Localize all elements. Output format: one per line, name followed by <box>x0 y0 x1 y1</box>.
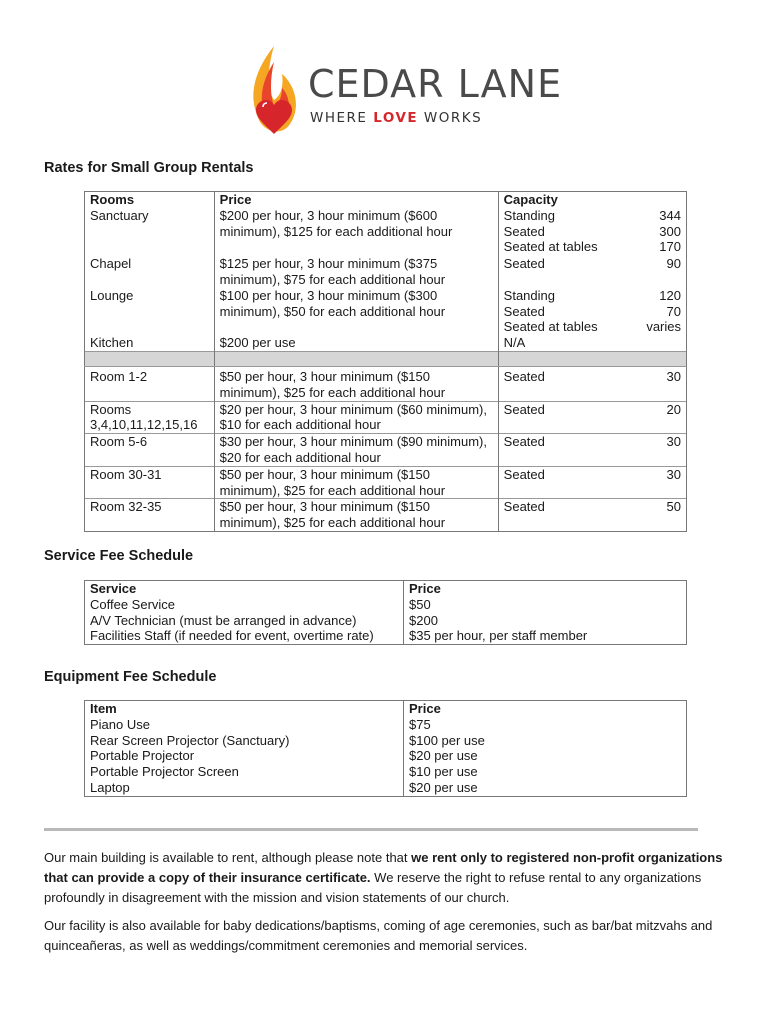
equipment-price: $75 <box>404 717 687 733</box>
rental-policy-paragraph: Our main building is available to rent, although please note that we rent only to registered non-profit organizations that can provide a copy of their insurance certificate. We reserve the right to refuse rental to any organizations profoundly in disagreement with the mission and vision statements of our church. <box>44 850 723 905</box>
table-row <box>85 335 687 351</box>
equipment-price: $20 per use <box>404 748 687 764</box>
equipment-price: $100 per use <box>404 733 687 749</box>
capacity-row: Standing 120 <box>503 287 681 303</box>
capacity-row: Seated 70 <box>503 303 681 319</box>
table-row <box>85 597 687 613</box>
room-name: Room 5-6 <box>85 434 215 467</box>
equipment-price: $10 per use <box>404 764 687 780</box>
service-name: Coffee Service <box>85 597 404 613</box>
table-row <box>85 581 687 597</box>
service-price: $200 <box>404 613 687 629</box>
table-divider <box>85 351 687 366</box>
equipment-title: Equipment Fee Schedule <box>44 669 217 685</box>
service-title: Service Fee Schedule <box>44 548 194 564</box>
capacity-row: Seated 20 <box>503 401 681 417</box>
table-row <box>85 717 687 733</box>
service-price: $35 per hour, per staff member <box>404 628 687 644</box>
equipment-name: Laptop <box>85 780 404 796</box>
table-row <box>85 366 687 401</box>
room-name: Rooms 3,4,10,11,12,15,16 <box>85 401 215 434</box>
room-price: $50 per hour, 3 hour minimum ($150 minimum), $25 for each additional hour <box>214 366 498 401</box>
table-row <box>85 466 687 499</box>
room-price: $50 per hour, 3 hour minimum ($150 minimum), $25 for each additional hour <box>214 466 498 499</box>
room-price: $200 per hour, 3 hour minimum ($600 minimum), $125 for each additional hour <box>219 207 453 239</box>
cedar-lane-logo <box>244 44 563 140</box>
table-row <box>85 434 687 467</box>
equipment-fee-table <box>84 700 687 797</box>
table-row <box>85 401 687 434</box>
room-price: $30 per hour, 3 hour minimum ($90 minimum), $20 for each additional hour <box>214 434 498 467</box>
divider <box>44 828 698 831</box>
header-rooms: Rooms <box>90 192 135 207</box>
capacity-row: Seated 30 <box>503 434 681 450</box>
capacity-row: Seated 30 <box>503 466 681 482</box>
equipment-name: Portable Projector Screen <box>85 764 404 780</box>
capacity-row: Seated 90 <box>503 256 681 272</box>
header-service: Service <box>85 581 404 597</box>
table-row <box>85 733 687 749</box>
rates-table <box>84 191 687 532</box>
capacity-row: Standing 344 <box>503 207 681 223</box>
logo-tagline: WHERE LOVE WORKS <box>310 110 483 126</box>
table-row <box>85 192 687 256</box>
room-name: Lounge <box>85 288 215 335</box>
logo-name: CEDAR LANE <box>308 62 563 106</box>
flame-heart-icon <box>244 44 304 140</box>
room-price: $200 per use <box>214 335 498 351</box>
table-row <box>85 701 687 717</box>
table-row <box>85 255 687 288</box>
service-name: A/V Technician (must be arranged in advance) <box>85 613 404 629</box>
capacity-row: Seated 30 <box>503 368 681 384</box>
table-row <box>85 288 687 335</box>
header-item: Item <box>85 701 404 717</box>
capacity-row: Seated at tables 170 <box>503 239 681 255</box>
room-price: $125 per hour, 3 hour minimum ($375 minimum), $75 for each additional hour <box>214 255 498 288</box>
room-name: Room 32-35 <box>85 499 215 532</box>
header-capacity: Capacity <box>503 192 558 207</box>
table-row <box>85 780 687 796</box>
header-price: Price <box>219 192 252 207</box>
capacity-row: Seated 300 <box>503 223 681 239</box>
ceremonies-paragraph: Our facility is also available for baby dedications/baptisms, coming of age ceremonies, such as bar/bat mitzvahs and quinceañeras, as well as weddings/commitment ceremonies and memorial services. <box>44 918 713 953</box>
table-row <box>85 628 687 644</box>
service-fee-table <box>84 580 687 645</box>
room-name: Sanctuary <box>90 207 149 223</box>
room-price: $50 per hour, 3 hour minimum ($150 minimum), $25 for each additional hour <box>214 499 498 532</box>
service-price: $50 <box>404 597 687 613</box>
capacity-row: Seated 50 <box>503 499 681 515</box>
room-price: $20 per hour, 3 hour minimum ($60 minimum), $10 for each additional hour <box>214 401 498 434</box>
service-name: Facilities Staff (if needed for event, overtime rate) <box>85 628 404 644</box>
room-name: Chapel <box>85 255 215 288</box>
capacity-value: N/A <box>498 335 686 351</box>
equipment-name: Portable Projector <box>85 748 404 764</box>
header-price: Price <box>404 581 687 597</box>
rates-title: Rates for Small Group Rentals <box>44 160 254 176</box>
equipment-price: $20 per use <box>404 780 687 796</box>
room-name: Room 30-31 <box>85 466 215 499</box>
table-row <box>85 499 687 532</box>
equipment-name: Piano Use <box>85 717 404 733</box>
table-row <box>85 748 687 764</box>
header-price: Price <box>404 701 687 717</box>
table-row <box>85 764 687 780</box>
capacity-row: Seated at tables varies <box>503 319 681 335</box>
room-name: Room 1-2 <box>85 366 215 401</box>
room-name: Kitchen <box>85 335 215 351</box>
room-price: $100 per hour, 3 hour minimum ($300 minimum), $50 for each additional hour <box>214 288 498 335</box>
table-row <box>85 613 687 629</box>
equipment-name: Rear Screen Projector (Sanctuary) <box>85 733 404 749</box>
